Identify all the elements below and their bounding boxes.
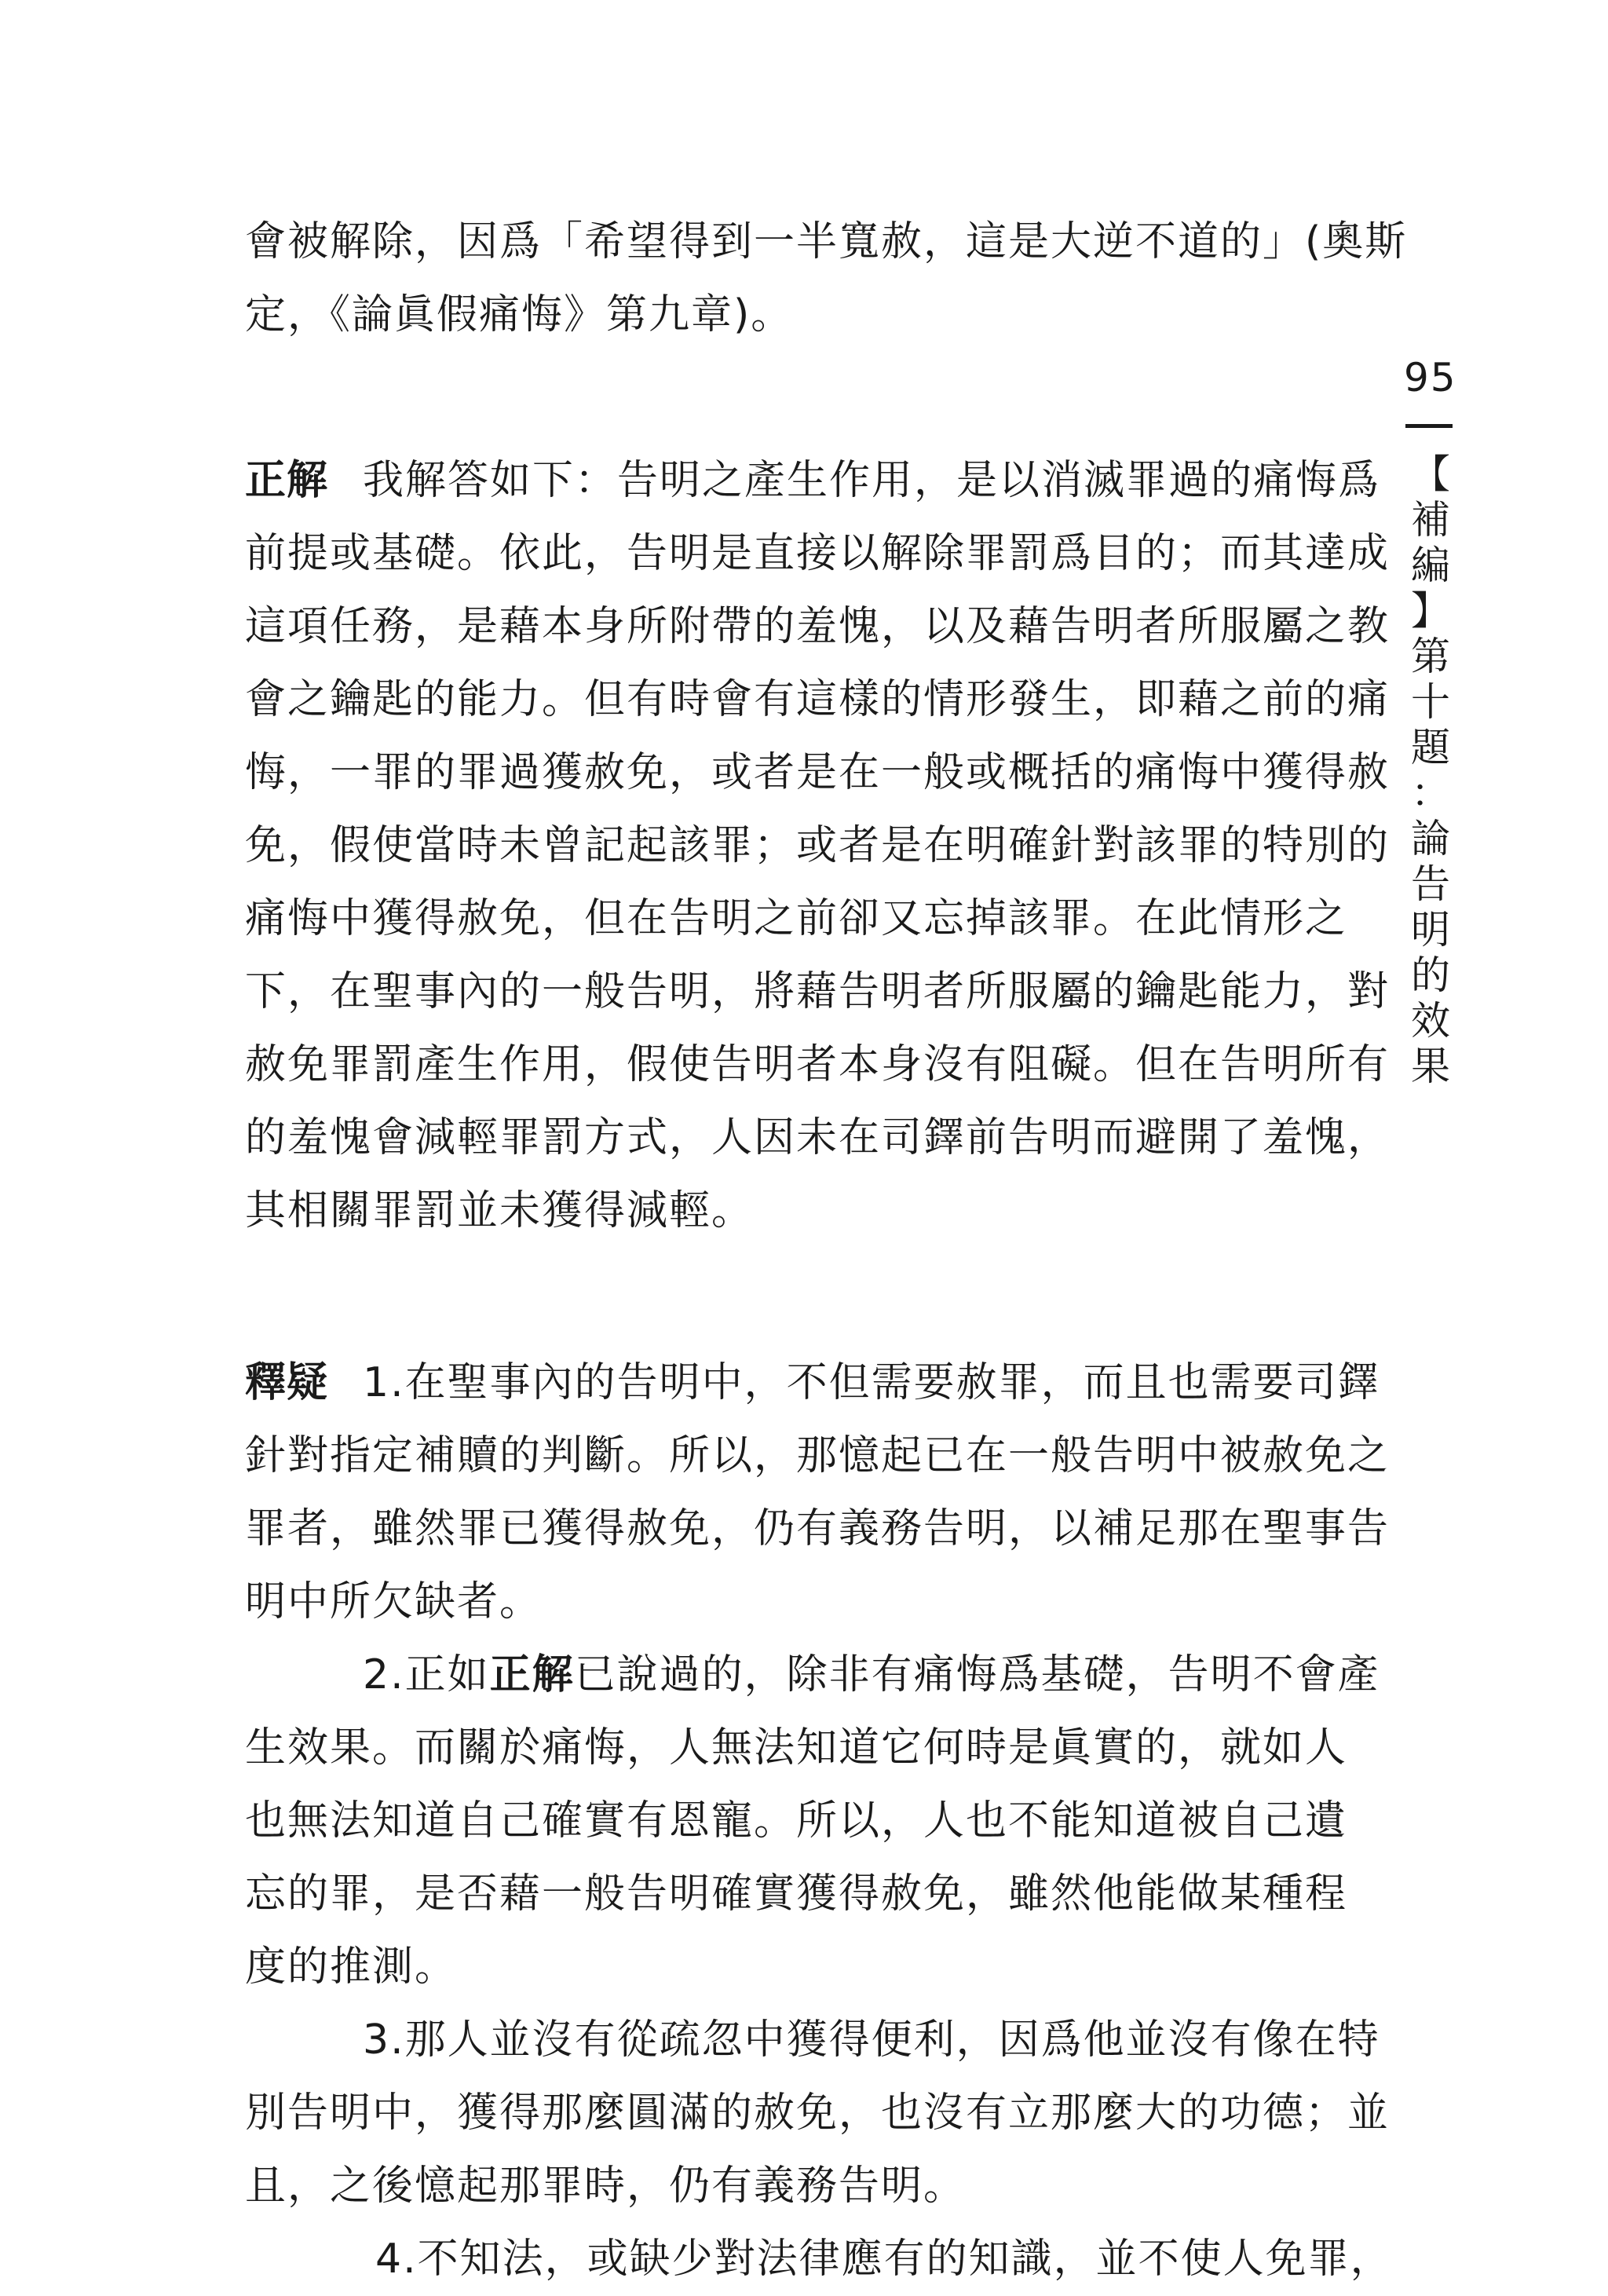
reply-1-first-line xyxy=(245,1347,1380,1420)
running-header-char: 】 xyxy=(1411,588,1450,634)
answer-line: 下，在聖事內的一般告明，將藉告明者所服屬的鑰匙能力，對 xyxy=(245,968,1391,1015)
answer-label: 正解 xyxy=(245,457,329,504)
reply-2-line: 度的推測。 xyxy=(245,1943,458,1991)
reply-2-line: 生效果。而關於痛悔，人無法知道它何時是眞實的，就如人 xyxy=(245,1724,1348,1771)
running-header-char: 論 xyxy=(1411,816,1450,861)
running-header-char: 編 xyxy=(1411,543,1450,588)
running-header-char: 題 xyxy=(1411,725,1450,770)
answer-line: 我解答如下：告明之產生作用，是以消滅罪過的痛悔爲 xyxy=(363,457,1381,504)
running-header-char: 明 xyxy=(1411,907,1450,952)
running-header-char: 的 xyxy=(1411,952,1450,998)
answer-line: 的羞愧會減輕罪罰方式，人因未在司鐸前告明而避開了羞愧， xyxy=(245,1114,1391,1161)
body-text xyxy=(245,206,1408,2296)
reply-1-line: 罪者，雖然罪已獲得赦免，仍有義務告明，以補足那在聖事告 xyxy=(245,1505,1391,1552)
page-number: 95 xyxy=(1404,355,1457,400)
reply-4-line: 4.不知法，或缺少對法律應有的知識，並不使人免罪， xyxy=(375,2236,1393,2283)
running-header-char: 【 xyxy=(1411,452,1450,497)
answer-line: 其相關罪罰並未獲得減輕。 xyxy=(245,1187,755,1234)
running-header-char: 第 xyxy=(1411,634,1450,679)
answer-line: 悔，一罪的罪過獲赦免，或者是在一般或概括的痛悔中獲得赦 xyxy=(245,749,1391,796)
reply-2-prefix: 2.正如 xyxy=(363,1651,490,1698)
running-header-char: 補 xyxy=(1411,497,1450,543)
reply-3-line: 3.那人並沒有從疏忽中獲得便利，因爲他並沒有像在特 xyxy=(363,2016,1380,2064)
intro-line: 定，《論眞假痛悔》第九章)。 xyxy=(245,291,794,338)
answer-line: 赦免罪罰產生作用，假使告明者本身沒有阻礙。但在告明所有 xyxy=(245,1041,1391,1088)
reply-2-line: 也無法知道自己確實有恩寵。所以，人也不能知道被自己遺 xyxy=(245,1797,1348,1844)
reply-1-line: 針對指定補贖的判斷。所以，那憶起已在一般告明中被赦免之 xyxy=(245,1432,1391,1479)
running-header-char: 告 xyxy=(1411,861,1450,907)
reply-2-line: 忘的罪，是否藉一般告明確實獲得赦免，雖然他能做某種程 xyxy=(245,1870,1348,1918)
intro-line: 會被解除，因爲「希望得到一半寬赦，這是大逆不道的」(奧斯 xyxy=(245,218,1408,265)
answer-line: 會之鑰匙的能力。但有時會有這樣的情形發生，即藉之前的痛 xyxy=(245,676,1391,723)
replies-label: 釋疑 xyxy=(245,1359,329,1406)
running-header-char: 效 xyxy=(1411,998,1450,1044)
reply-1-line: 1.在聖事內的告明中，不但需要赦罪，而且也需要司鐸 xyxy=(363,1359,1380,1406)
reply-3-line: 且，之後憶起那罪時，仍有義務告明。 xyxy=(245,2163,967,2210)
answer-line: 痛悔中獲得赦免，但在告明之前卻又忘掉該罪。在此情形之 xyxy=(245,895,1348,942)
section-gap xyxy=(245,352,1360,444)
running-header xyxy=(1407,452,1454,1089)
answer-line: 這項任務，是藉本身所附帶的羞愧，以及藉告明者所服屬之教 xyxy=(245,603,1391,650)
section-gap xyxy=(245,1248,1360,1347)
reply-2-rest: 已說過的，除非有痛悔爲基礎，告明不會產 xyxy=(574,1651,1380,1698)
header-rule xyxy=(1405,424,1453,428)
answer-first-line xyxy=(245,444,1381,517)
reply-2-bold-ref: 正解 xyxy=(489,1651,575,1698)
reply-2-first-line xyxy=(245,1639,1380,1712)
reply-1-line: 明中所欠缺者。 xyxy=(245,1578,543,1625)
answer-line: 免，假使當時未曾記起該罪；或者是在明確針對該罪的特別的 xyxy=(245,822,1391,869)
answer-line: 前提或基礎。依此，告明是直接以解除罪罰爲目的；而其達成 xyxy=(245,530,1391,577)
running-header-char: 十 xyxy=(1411,679,1450,725)
running-header-char: 果 xyxy=(1411,1044,1450,1089)
running-header-char: ： xyxy=(1411,770,1450,816)
reply-3-line: 別告明中，獲得那麼圓滿的赦免，也沒有立那麼大的功德；並 xyxy=(245,2089,1391,2137)
